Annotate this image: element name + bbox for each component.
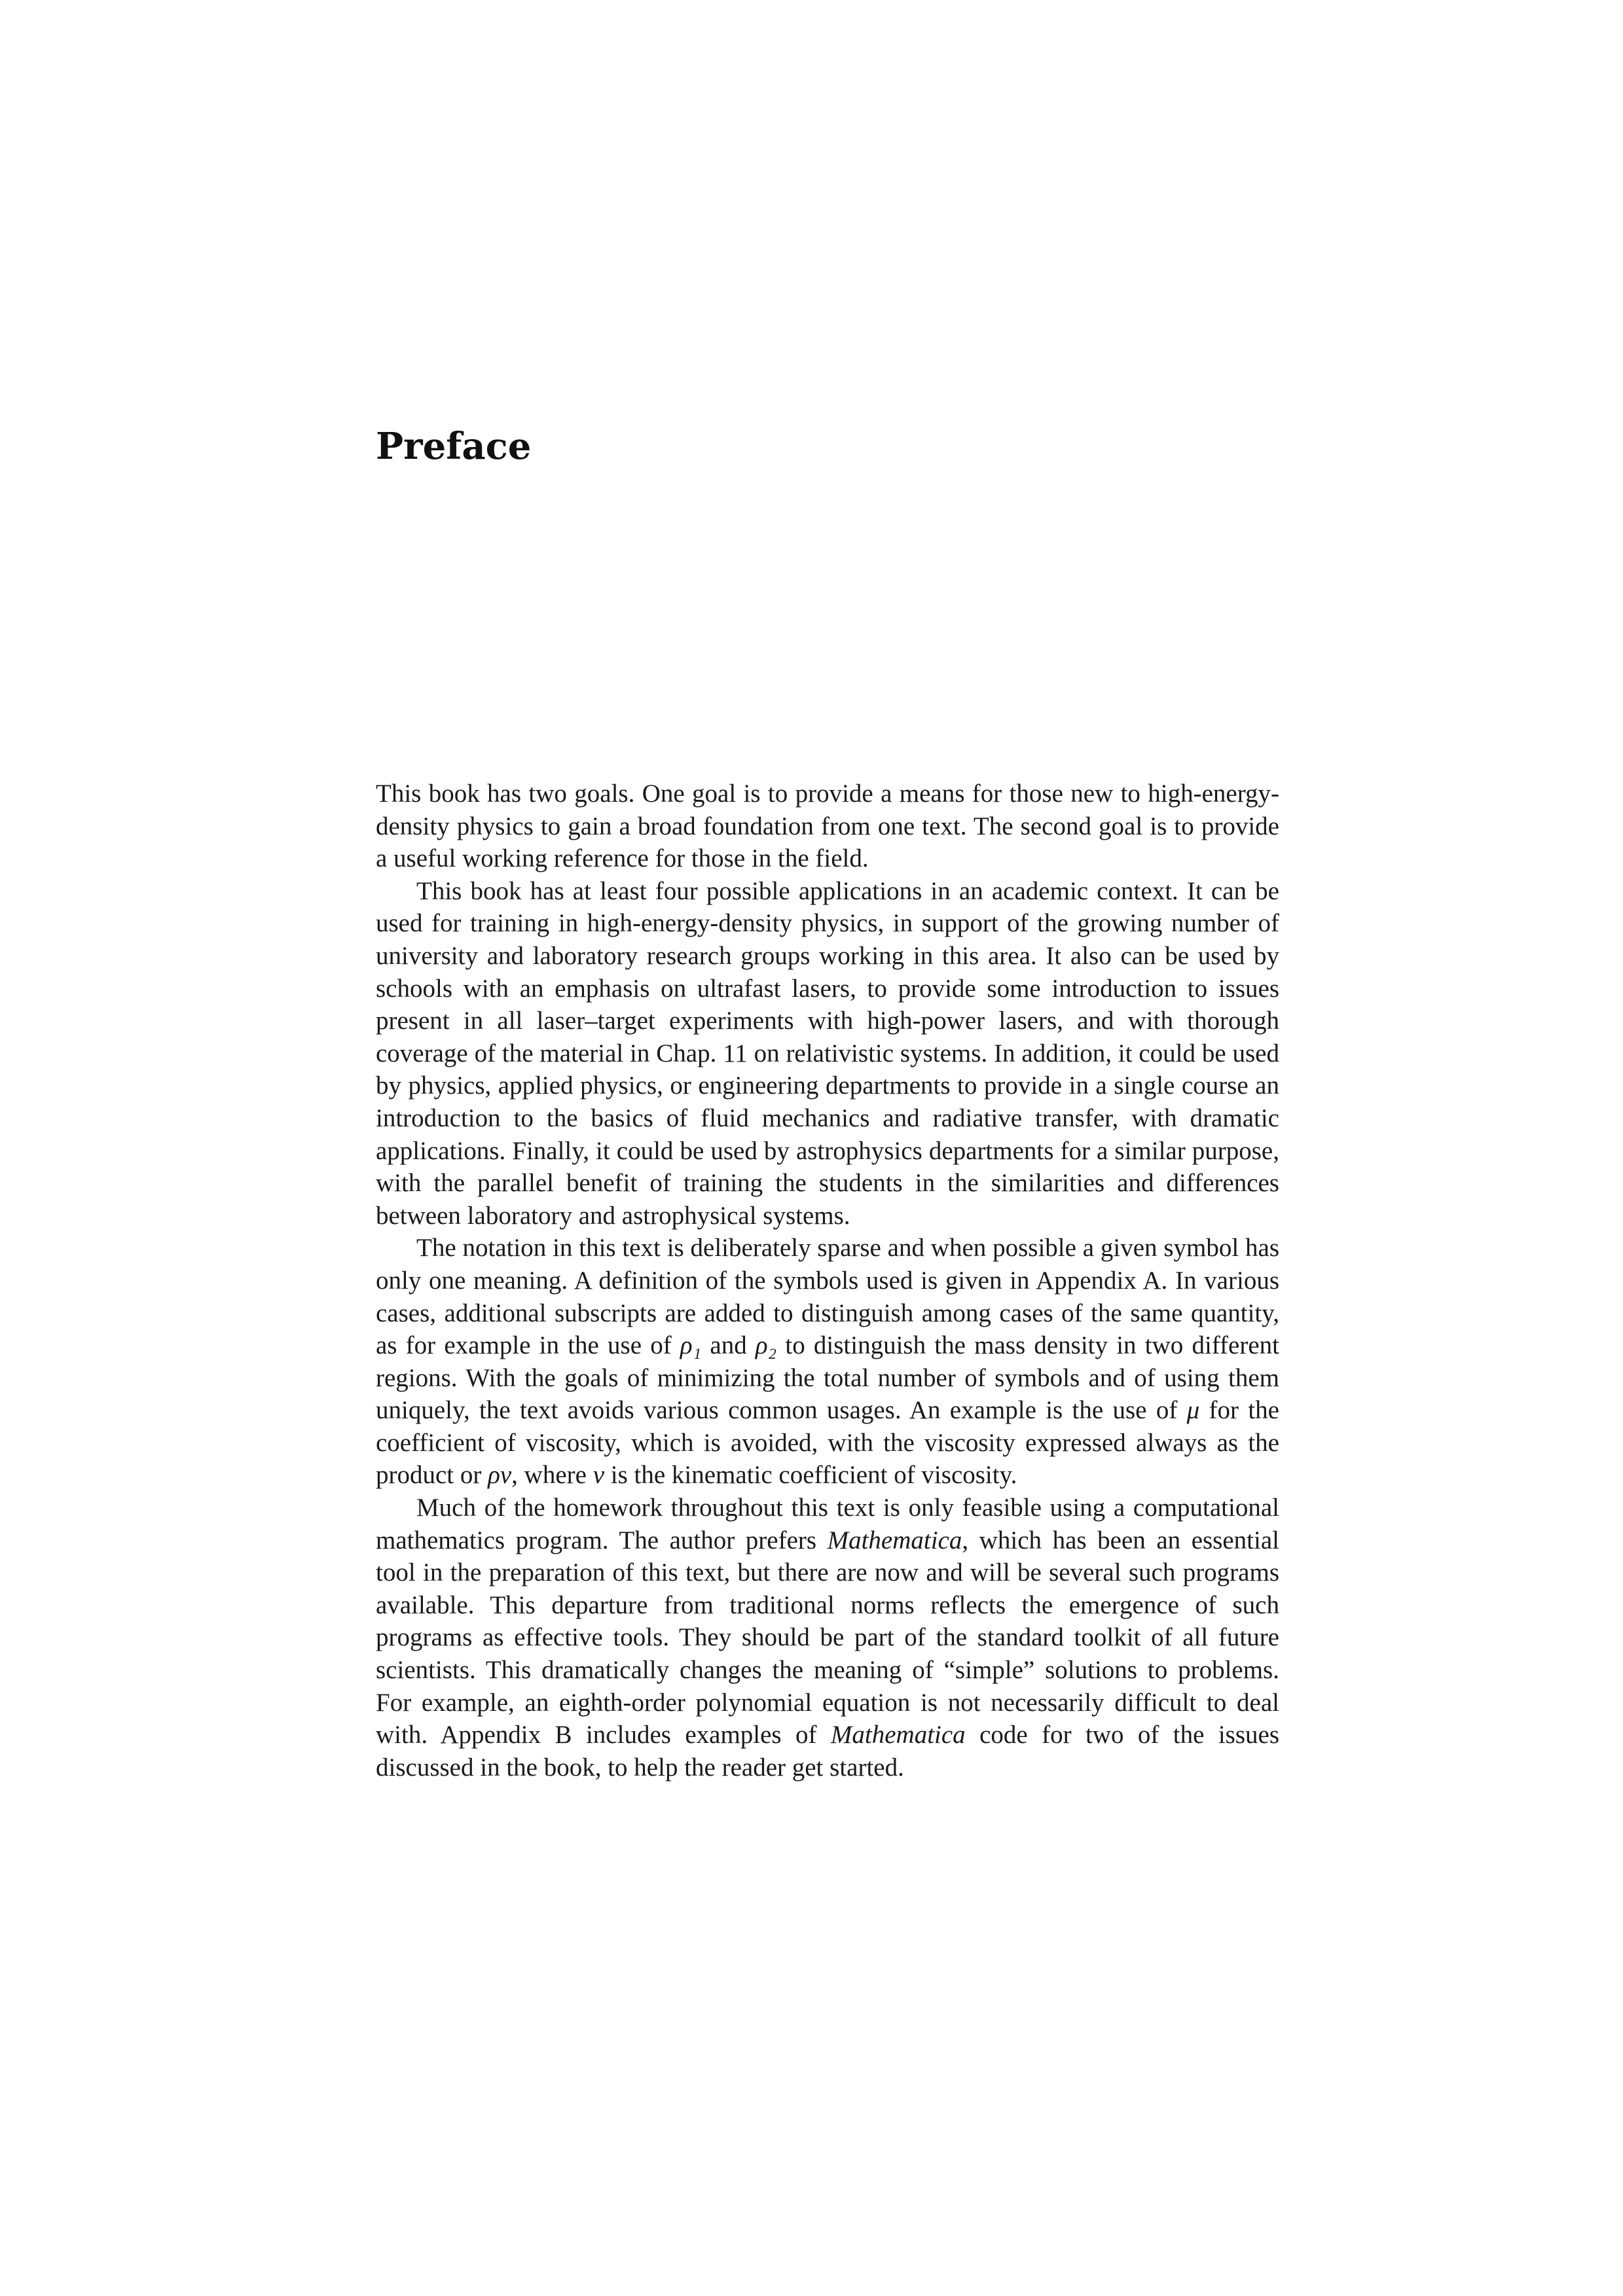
notation-text-4: for the coefficient of viscosity, which is avoided, with the viscosity expressed always as the product or: [376, 1396, 1279, 1490]
homework-text-3: code for two of the issues discussed in the book, to help the reader get started.: [376, 1721, 1279, 1782]
symbol-rho-nu: ρν: [488, 1461, 512, 1490]
page-title: Preface: [376, 425, 532, 468]
paragraph-goals: This book has two goals. One goal is to provide a means for those new to high-energy-density physics to gain a broad foundation from one text. The second goal is to provide a useful working reference for those in the field.: [376, 780, 1279, 873]
notation-text-2: and: [701, 1331, 756, 1360]
emphasis-mathematica-1: Mathematica: [827, 1526, 962, 1554]
notation-text-6: is the kinematic coefficient of viscosity.: [604, 1461, 1017, 1490]
notation-text-3: to distinguish the mass density in two different regions. With the goals of minimizing the total number of symbols and of using them uniquely, the text avoids various common usages. An example is the use of: [376, 1331, 1279, 1425]
preface-body: [376, 778, 1279, 1784]
symbol-mu: μ: [1186, 1396, 1200, 1425]
notation-text-5: , where: [511, 1461, 593, 1490]
emphasis-mathematica-2: Mathematica: [830, 1721, 966, 1749]
homework-text-2: , which has been an essential tool in the preparation of this text, but there are now and will be several such programs available. This departure from traditional norms reflects the emergence of such programs as effective tools. They should be part of the standard toolkit of all future scientists. This dramatically changes the meaning of “simple” solutions to problems. For example, an eighth-order polynomial equation is not necessarily difficult to deal with. Appendix B includes examples of: [376, 1526, 1279, 1749]
symbol-rho1: ρ₁: [680, 1331, 702, 1360]
paragraph-homework: [376, 1492, 1279, 1784]
symbol-nu: ν: [593, 1461, 604, 1490]
paragraph-notation: [376, 1232, 1279, 1492]
paragraph-applications: This book has at least four possible applications in an academic context. It can be used for training in high-energy-density physics, in support of the growing number of university and laboratory research groups working in this area. It also can be used by schools with an emphasis on ultrafast lasers, to provide some introduction to issues present in all laser–target experiments with high-power lasers, and with thorough coverage of the material in Chap. 11 on relativistic systems. In addition, it could be used by physics, applied physics, or engineering departments to provide in a single course an introduction to the basics of fluid mechanics and radiative transfer, with dramatic applications. Finally, it could be used by astrophysics departments for a similar purpose, with the parallel benefit of training the students in the similarities and differences between laboratory and astrophysical systems.: [376, 876, 1279, 1230]
notation-text-1: The notation in this text is deliberately sparse and when possible a given symbol has only one meaning. A definition of the symbols used is given in Appendix A. In various cases, additional subscripts are added to distinguish among cases of the same quantity, as for example in the use of: [376, 1234, 1279, 1360]
homework-text-1: Much of the homework throughout this text is only feasible using a computational mathematics program. The author prefers: [376, 1494, 1279, 1554]
symbol-rho2: ρ₂: [755, 1331, 777, 1360]
